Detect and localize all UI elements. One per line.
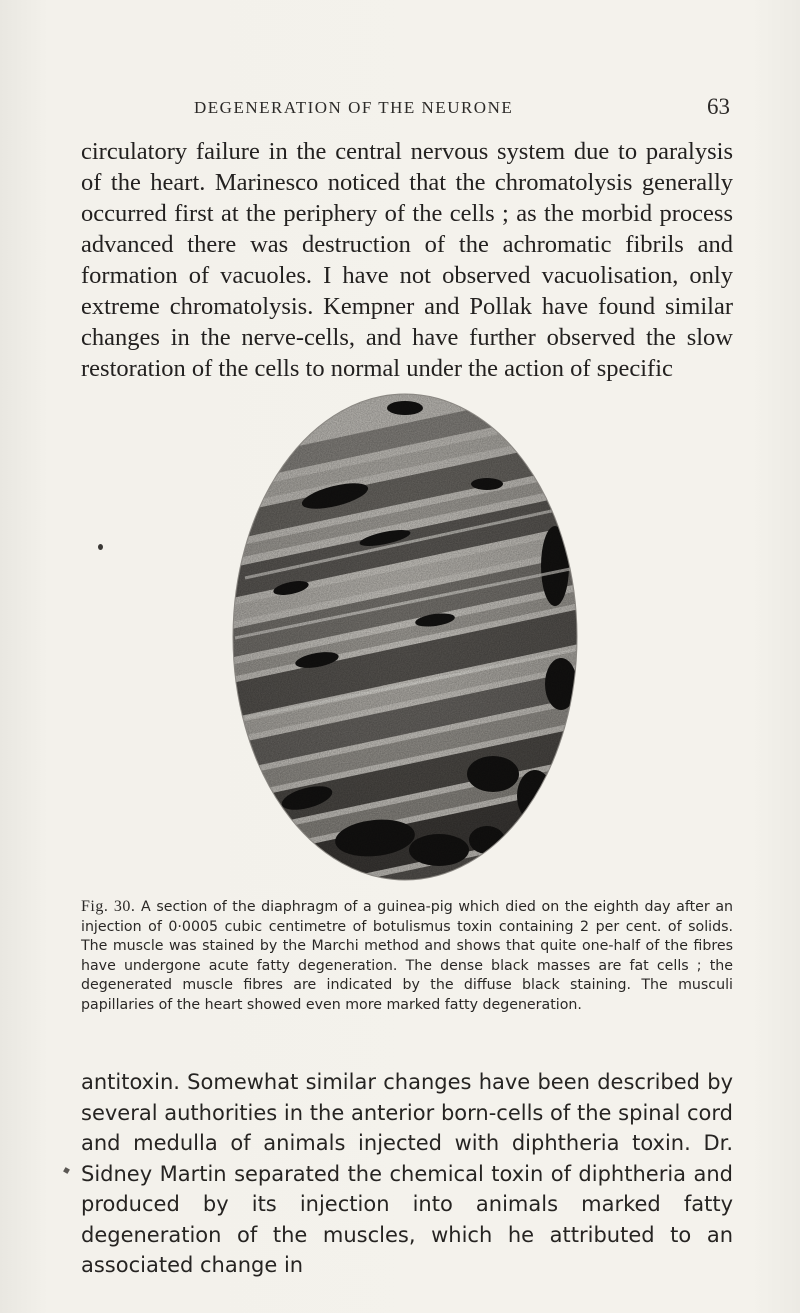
ink-speck [98,544,103,550]
ink-speck [63,1167,70,1174]
micrograph-oval [225,388,585,886]
running-title: DEGENERATION OF THE NEURONE [194,98,514,117]
figure-caption [81,897,733,1015]
paragraph-bottom: antitoxin. Somewhat similar changes have been described by several authorities in the anterior born-cells of the spinal cord and medulla of animals injected with diphtheria toxin. Dr. Sidney Martin separated the chemical toxin of diphtheria and produced by its injection into animals marked fatty degeneration of the muscles, which he attributed to an associated change in [81,1070,733,1277]
page-number: 63 [707,94,730,119]
paragraph-top: circulatory failure in the central nervous system due to paralysis of the heart. Marinesco noticed that the chromatolysis generally occurred first at the periphery of the cells ; as the morbid process advanced there was destruction of the achromatic fibrils and formation of vacuoles. I have not observed vacuolisation, only extreme chromatolysis. Kempner and Pollak have found similar changes in the nerve-cells, and have further observed the slow restoration of the cells to normal under the action of specific [81,138,733,382]
micrograph-figure [225,388,585,886]
running-head [80,94,730,124]
figure-label: Fig. 30. [81,898,136,915]
figure-caption-text: A section of the diaphragm of a guinea-pig which died on the eighth day after an injection of 0·0005 cubic centimetre of botulismus toxin containing 2 per cent. of solids. The muscle was stained by the Marchi method and shows that quite one-half of the fibres have undergone acute fatty degeneration. The dense black masses are fat cells ; the degenerated muscle fibres are indicated by the diffuse black staining. The musculi papillaries of the heart showed even more marked fatty degeneration. [81,899,734,1013]
